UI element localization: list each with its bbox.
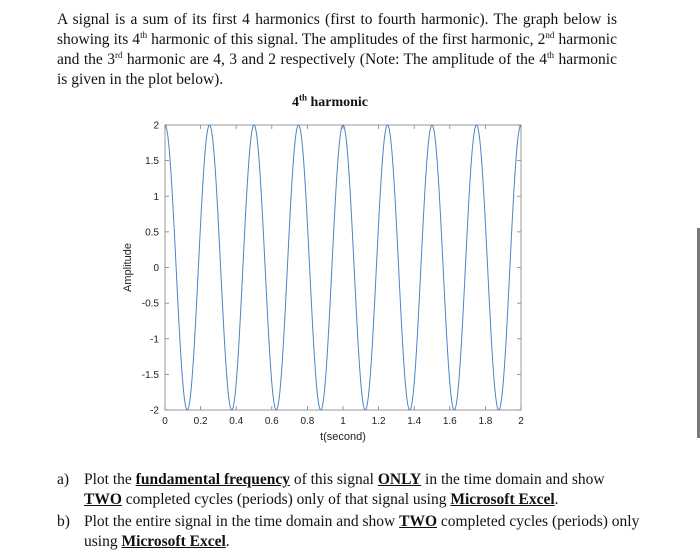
y-tick-label: -1.5: [141, 369, 159, 381]
y-tick-label: 2: [153, 120, 159, 132]
x-tick-label: 0.6: [264, 416, 279, 427]
x-tick-label: 1: [340, 416, 346, 427]
plot-area: [165, 125, 521, 410]
intro-sup-1: th: [140, 29, 148, 40]
intro-text-4: harmonic are 4, 3 and 2 respectively (Note: The amplitude of the 4: [122, 51, 547, 68]
intro-sup-2: nd: [545, 29, 555, 40]
intro-text-1: A signal is a sum of its first 4 harmonics (first to fourth harmonic). The graph below is showing its 4: [57, 11, 617, 48]
emphasized-text: Microsoft Excel: [450, 491, 555, 508]
chart-title-sup: th: [298, 92, 307, 103]
x-tick-label: 0.2: [193, 416, 208, 427]
question-text-part: Plot the: [84, 471, 136, 488]
emphasized-text: Microsoft Excel: [121, 533, 226, 550]
emphasized-text: fundamental frequency: [135, 471, 290, 488]
x-tick-label: 0.8: [300, 416, 315, 427]
question-text: [84, 512, 642, 552]
y-tick-label: 1: [153, 191, 159, 203]
intro-text-5: harmonic is given in the plot below).: [57, 51, 617, 88]
question-text: [84, 470, 642, 510]
question-marker: b): [57, 513, 70, 530]
question-list: [57, 470, 642, 554]
x-tick-label: 2: [518, 416, 524, 427]
question-item: [57, 470, 642, 510]
y-tick-label: 1.5: [145, 156, 159, 168]
emphasized-text: TWO: [399, 513, 438, 530]
question-text-part: .: [225, 533, 230, 550]
question-text-part: completed cycles (periods) only using: [84, 513, 640, 550]
x-tick-label: 1.6: [442, 416, 457, 427]
question-text-part: in the time domain and show: [421, 471, 605, 488]
chart-title-rest: harmonic: [306, 95, 369, 110]
x-tick-label: 1.4: [407, 416, 422, 427]
question-text-part: of this signal: [289, 471, 378, 488]
x-tick-label: 1.8: [478, 416, 493, 427]
question-marker: a): [57, 471, 70, 488]
question-item: [57, 512, 642, 552]
intro-sup-3: rd: [114, 49, 123, 60]
y-tick-label: 0.5: [145, 227, 159, 239]
question-text-part: .: [554, 491, 559, 508]
y-tick-label: -0.5: [141, 298, 159, 310]
x-tick-label: 0: [162, 416, 168, 427]
emphasized-text: TWO: [84, 491, 122, 508]
emphasized-text: ONLY: [377, 471, 422, 488]
x-tick-label: 0.4: [229, 416, 244, 427]
y-tick-label: 0: [153, 263, 159, 274]
chart-title-number: 4: [291, 95, 299, 110]
question-text-part: Plot the entire signal in the time domain and show: [84, 513, 400, 530]
x-tick-label: 1.2: [371, 416, 386, 427]
intro-text-3: harmonic and the 3: [57, 31, 617, 68]
x-axis-label: t(second): [320, 431, 366, 443]
intro-sup-4: th: [547, 49, 555, 60]
y-tick-label: -2: [150, 405, 159, 417]
question-text-part: completed cycles (periods) only of that signal using: [121, 491, 451, 508]
y-axis-label: Amplitude: [122, 243, 134, 292]
intro-text-2: harmonic of this signal. The amplitudes of the first harmonic, 2: [147, 31, 546, 48]
y-tick-label: -1: [150, 334, 159, 346]
